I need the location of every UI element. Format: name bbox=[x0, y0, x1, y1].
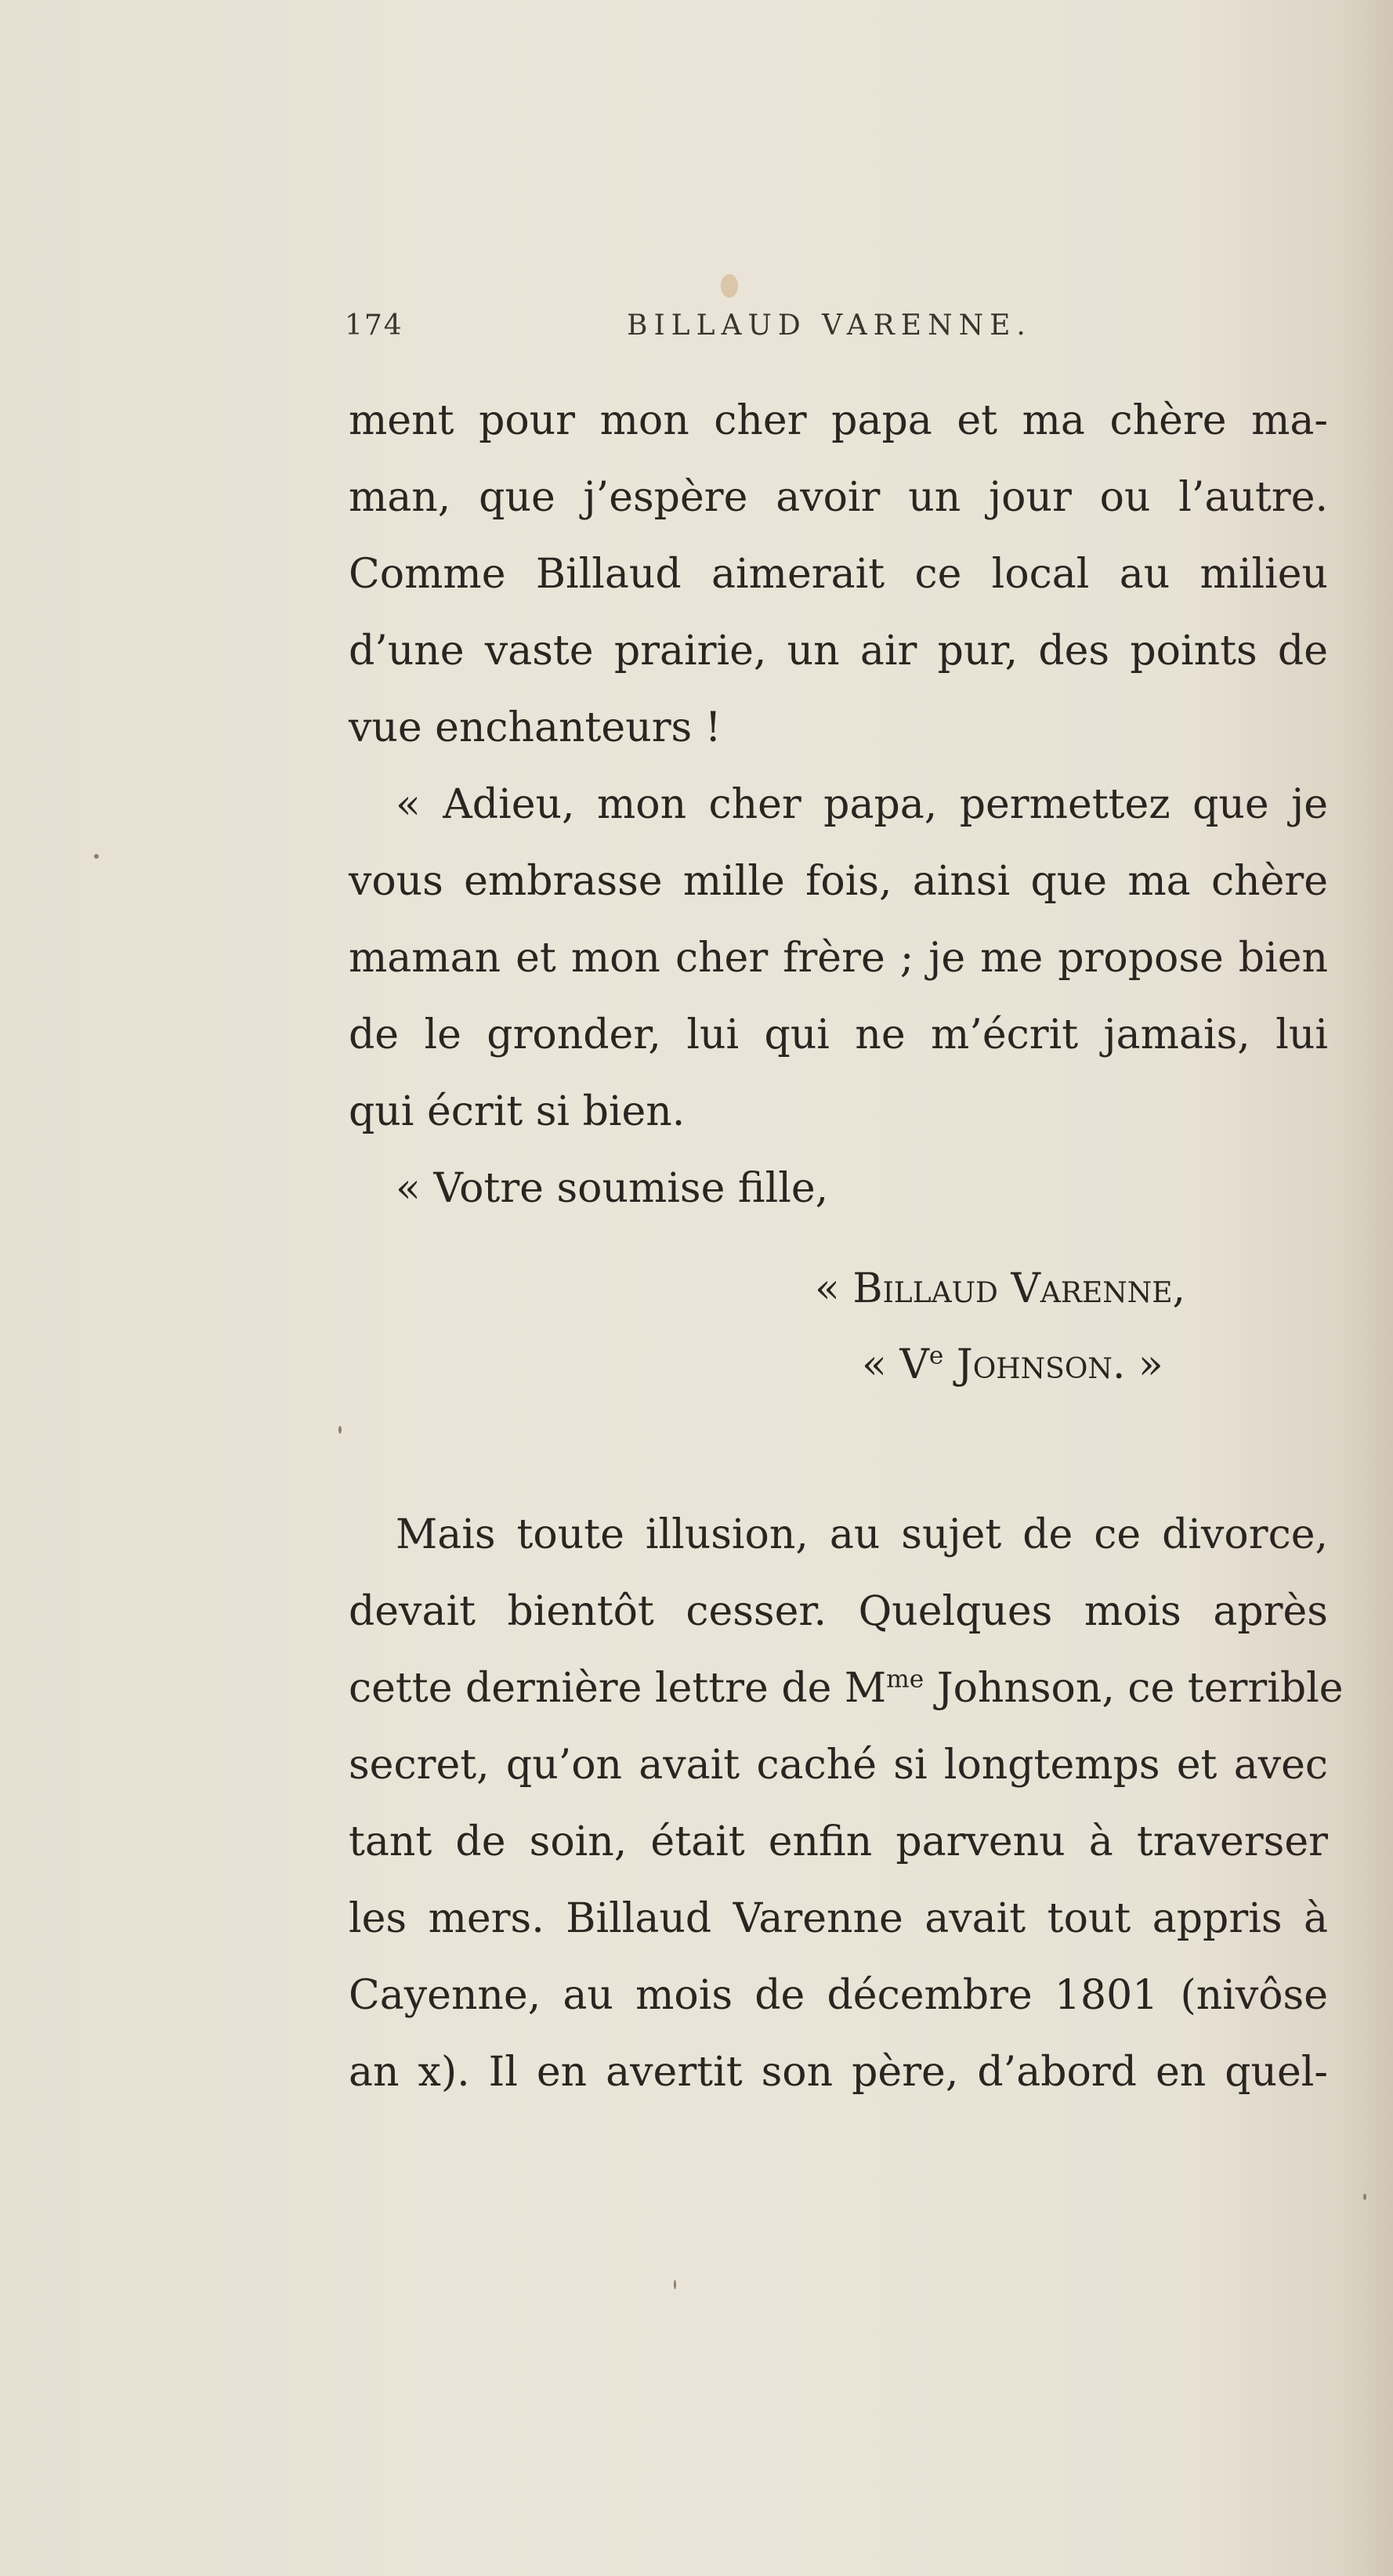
text-line: Mais toute illusion, au sujet de ce divorce, bbox=[396, 1511, 1328, 1558]
text-line: d’une vaste prairie, un air pur, des points de bbox=[349, 628, 1328, 675]
paragraph-1 bbox=[349, 382, 1328, 766]
text-line: man, que j’espère avoir un jour ou l’autre. bbox=[349, 474, 1328, 521]
paragraph-3 bbox=[349, 1496, 1344, 2111]
text-line: devait bientôt cesser. Quelques mois après bbox=[349, 1588, 1328, 1635]
signature-name: « Billaud Varenne, bbox=[815, 1265, 1186, 1312]
running-title: BILLAUD VARENNE. bbox=[627, 309, 1032, 342]
page-number: 174 bbox=[345, 309, 403, 342]
text-line: cette dernière lettre de $M^{me}$ Johnson, ce terrible bbox=[349, 1665, 1344, 1712]
text-line: maman et mon cher frère ; je me propose bien bbox=[349, 935, 1328, 982]
text-line: vue enchanteurs ! bbox=[349, 704, 722, 751]
signature-married-name: « Ve Johnson. » bbox=[862, 1341, 1163, 1388]
text-line: « Adieu, mon cher papa, permettez que je bbox=[396, 781, 1328, 828]
paper-speck bbox=[94, 854, 99, 859]
text-line: de le gronder, lui qui ne m’écrit jamais, lui bbox=[349, 1011, 1328, 1058]
text-line: vous embrasse mille fois, ainsi que ma chère bbox=[349, 858, 1328, 905]
paper-speck bbox=[338, 1426, 342, 1434]
paper-stain bbox=[721, 274, 738, 298]
text-line: les mers. Billaud Varenne avait tout appris à bbox=[349, 1895, 1328, 1942]
text-line: ment pour mon cher papa et ma chère ma- bbox=[349, 397, 1328, 444]
paragraph-2 bbox=[349, 766, 1328, 1150]
text-line: « Votre soumise fille, bbox=[396, 1165, 829, 1212]
text-line: Comme Billaud aimerait ce local au milieu bbox=[349, 551, 1328, 598]
paper-speck bbox=[1363, 2194, 1366, 2200]
text-line: qui écrit si bien. bbox=[349, 1088, 686, 1135]
text-line: secret, qu’on avait caché si longtemps et avec bbox=[349, 1742, 1328, 1789]
closing-line bbox=[349, 1150, 1328, 1227]
text-line: tant de soin, était enfin parvenu à traverser bbox=[349, 1818, 1328, 1865]
text-line: Cayenne, au mois de décembre 1801 (nivôse bbox=[349, 1972, 1328, 2019]
text-line: an x). Il en avertit son père, d’abord en quel- bbox=[349, 2049, 1328, 2096]
paper-speck bbox=[674, 2280, 676, 2289]
